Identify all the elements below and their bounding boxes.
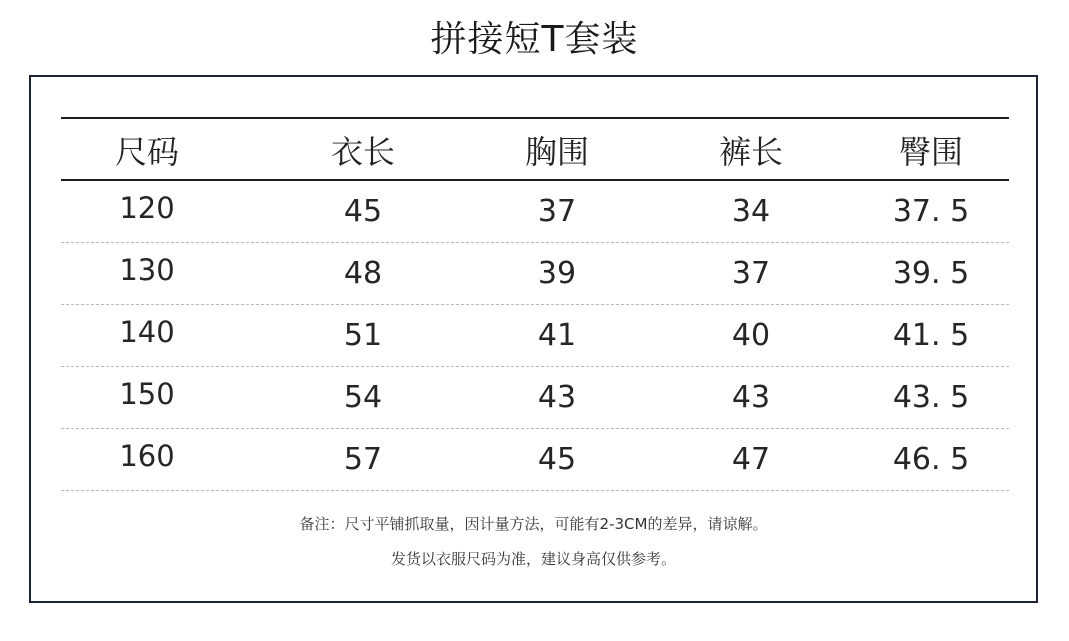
table-row	[61, 181, 1009, 243]
chest-cell: 37	[537, 194, 577, 229]
size-cell: 160	[119, 439, 175, 473]
table-row	[61, 243, 1009, 305]
header-chest: 胸围	[524, 133, 589, 171]
size-cell: 120	[119, 191, 175, 225]
pants-length-cell: 47	[731, 442, 771, 477]
measurement-note: 备注：尺寸平铺抓取量，因计量方法，可能有2-3CM的差异，请谅解。	[299, 515, 768, 533]
table-body	[61, 181, 1009, 491]
chest-cell: 43	[537, 380, 577, 415]
table-top-rule	[61, 117, 1009, 119]
pants-length-cell: 43	[731, 380, 771, 415]
chest-cell: 41	[537, 318, 577, 353]
garment-length-cell: 48	[343, 256, 383, 291]
size-chart-frame	[29, 75, 1038, 603]
hip-cell: 39. 5	[892, 256, 970, 291]
hip-cell: 43. 5	[892, 380, 970, 415]
garment-length-cell: 51	[343, 318, 383, 353]
pants-length-cell: 40	[731, 318, 771, 353]
table-row	[61, 305, 1009, 367]
garment-length-cell: 54	[343, 380, 383, 415]
garment-length-cell: 57	[343, 442, 383, 477]
hip-cell: 46. 5	[892, 442, 970, 477]
header-hip: 臀围	[898, 133, 963, 171]
header-size: 尺码	[114, 133, 179, 171]
hip-cell: 37. 5	[892, 194, 970, 229]
size-cell: 150	[119, 377, 175, 411]
chest-cell: 45	[537, 442, 577, 477]
pants-length-cell: 37	[731, 256, 771, 291]
header-garment-length: 衣长	[330, 133, 395, 171]
header-pants-length: 裤长	[718, 133, 783, 171]
table-row	[61, 429, 1009, 491]
page-title: 拼接短T套装	[430, 19, 639, 60]
table-row	[61, 367, 1009, 429]
shipping-note: 发货以衣服尺码为准，建议身高仅供参考。	[390, 550, 676, 568]
size-cell: 140	[119, 315, 175, 349]
pants-length-cell: 34	[731, 194, 771, 229]
hip-cell: 41. 5	[892, 318, 970, 353]
chest-cell: 39	[537, 256, 577, 291]
garment-length-cell: 45	[343, 194, 383, 229]
size-cell: 130	[119, 253, 175, 287]
table-header-row	[61, 121, 1009, 179]
